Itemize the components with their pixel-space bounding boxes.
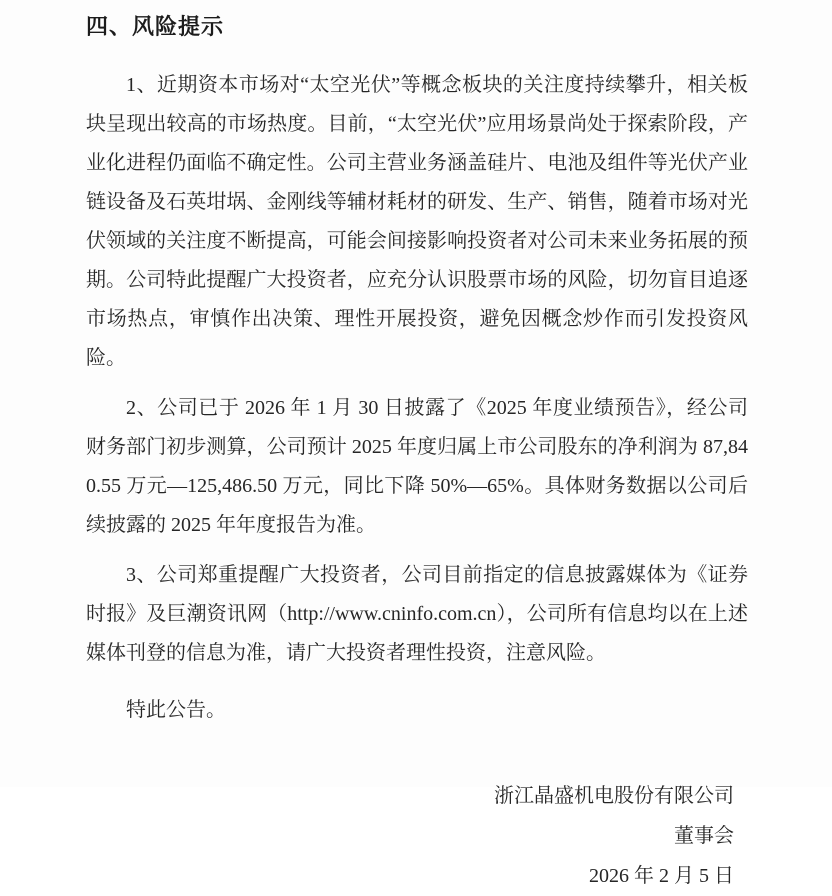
section-heading-risk-warning: 四、风险提示 [86, 14, 225, 39]
signature-board-of-directors: 董事会 [674, 825, 734, 847]
signature-date: 2026 年 2 月 5 日 [589, 865, 734, 887]
body-paragraph-1: 1、近期资本市场对“太空光伏”等概念板块的关注度持续攀升，相关板块呈现出较高的市场热度。目前，“太空光伏”应用场景尚处于探索阶段，产业化进程仍面临不确定性。公司主营业务涵盖硅片、电池及组件等光伏产业链设备及石英坩埚、金刚线等辅材耗材的研发、生产、销售，随着市场对光伏领域的关注度不断提高，可能会间接影响投资者对公司未来业务拓展的预期。公司特此提醒广大投资者，应充分认识股票市场的风险，切勿盲目追逐市场热点，审慎作出决策、理性开展投资，避免因概念炒作而引发投资风险。 [86, 74, 748, 369]
body-paragraph-3: 3、公司郑重提醒广大投资者，公司目前指定的信息披露媒体为《证券时报》及巨潮资讯网（http://www.cninfo.com.cn），公司所有信息均以在上述媒体刊登的信息为准，请广大投资者理性投资，注意风险。 [86, 564, 748, 664]
signature-company-name: 浙江晶盛机电股份有限公司 [494, 785, 734, 807]
body-paragraph-2: 2、公司已于 2026 年 1 月 30 日披露了《2025 年度业绩预告》，经公司财务部门初步测算，公司预计 2025 年度归属上市公司股东的净利润为 87,840.55 万元—125,486.50 万元，同比下降 50%—65%。具体财务数据以公司后续披露的 2025 年年度报告为准。 [86, 397, 748, 536]
closing-statement: 特此公告。 [126, 699, 226, 721]
signature-block [86, 776, 748, 896]
